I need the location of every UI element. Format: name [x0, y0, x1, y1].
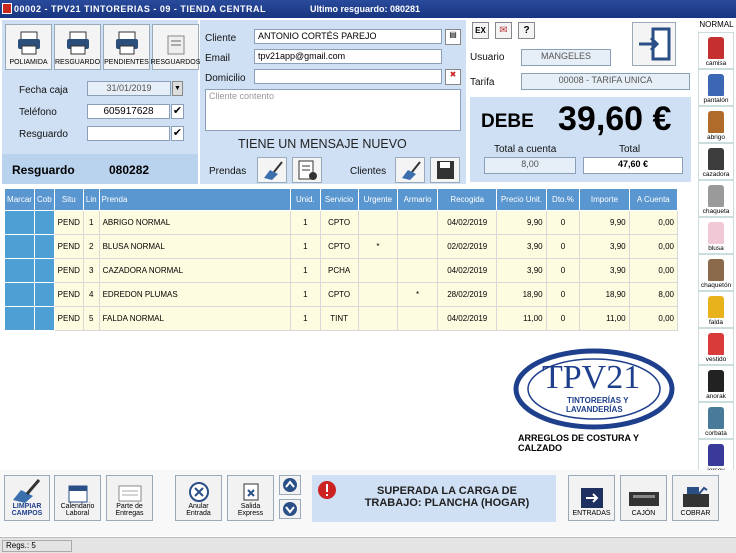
domicilio-field[interactable]: [254, 69, 442, 84]
resguardos-label: RESGUARDOS: [150, 59, 201, 66]
printer-icon: [16, 30, 42, 56]
table-cell: [398, 259, 438, 283]
usuario-field: MANGELES: [521, 49, 611, 66]
logo-sub2: LAVANDERÍAS: [566, 405, 623, 414]
col-urgente[interactable]: Urgente: [358, 189, 398, 211]
garment-2[interactable]: [698, 106, 734, 143]
parte-label: Parte de Entregas: [115, 503, 144, 517]
table-cell: 0: [546, 235, 580, 259]
brand-logo: [512, 347, 677, 453]
entry-icon: [579, 486, 605, 510]
table-cell: 1: [290, 211, 320, 235]
table-cell: 0,00: [629, 235, 677, 259]
sidebar-title: NORMAL: [699, 20, 734, 29]
garment-icon: [708, 259, 724, 281]
table-cell: PEND: [54, 283, 83, 307]
table-cell: TINT: [320, 307, 358, 331]
contact-card-icon[interactable]: ▤: [445, 29, 461, 45]
cuenta-label: Total a cuenta: [494, 144, 557, 155]
col-recogida[interactable]: Recogida: [437, 189, 497, 211]
telefono-field[interactable]: 605917628: [87, 104, 170, 119]
items-table: [4, 188, 678, 331]
exit-button[interactable]: [632, 22, 676, 66]
garment-icon: [708, 370, 724, 392]
debe-label: DEBE: [481, 111, 534, 132]
col-armario[interactable]: Armario: [398, 189, 438, 211]
table-cell: 9,90: [580, 211, 629, 235]
mensaje-text[interactable]: TIENE UN MENSAJE NUEVO: [238, 137, 407, 151]
help-icon[interactable]: ?: [518, 22, 535, 39]
table-cell: ABRIGO NORMAL: [99, 211, 290, 235]
cash-register-icon: [679, 484, 713, 510]
chevron-down-icon[interactable]: ▼: [172, 81, 183, 96]
email-label: Email: [205, 53, 231, 64]
table-row[interactable]: [5, 307, 678, 331]
email-field[interactable]: tpv21app@gmail.com: [254, 49, 442, 64]
items-table-wrap: [4, 188, 678, 331]
table-cell: PCHA: [320, 259, 358, 283]
garment-9[interactable]: [698, 365, 734, 402]
calendario-label: Calendario Laboral: [60, 503, 95, 517]
table-cell: 1: [83, 211, 99, 235]
col-servicio[interactable]: Servicio: [320, 189, 358, 211]
exit-door-icon: [633, 23, 675, 65]
limpiar-label: LIMPIAR CAMPOS: [11, 503, 43, 517]
clientes-label: Clientes: [350, 166, 387, 177]
salida-label: Salida Express: [237, 503, 264, 517]
tarifa-field: 00008 - TARIFA UNICA: [521, 73, 690, 90]
col-lin[interactable]: Lin: [83, 189, 99, 211]
table-cell: 18,90: [497, 283, 546, 307]
col-dto[interactable]: Dto.%: [546, 189, 580, 211]
table-cell: 11,00: [497, 307, 546, 331]
resguardo-box: [2, 154, 198, 184]
table-cell: 3: [83, 259, 99, 283]
garment-1[interactable]: [698, 69, 734, 106]
table-cell: 5: [83, 307, 99, 331]
col-acuenta[interactable]: A Cuenta: [629, 189, 677, 211]
table-cell: [398, 307, 438, 331]
entradas-label: ENTRADAS: [572, 510, 611, 517]
scroll-up-button[interactable]: [279, 475, 301, 495]
col-importe[interactable]: Importe: [580, 189, 629, 211]
garment-label: abrigo: [706, 134, 726, 141]
table-cell: [398, 235, 438, 259]
logo-tagline: ARREGLOS DE COSTURA Y CALZADO: [518, 433, 639, 453]
table-cell: CAZADORA NORMAL: [99, 259, 290, 283]
table-cell[interactable]: [5, 283, 35, 307]
scroll-down-button[interactable]: [279, 499, 301, 519]
table-cell: PEND: [54, 235, 83, 259]
garment-label: camisa: [705, 60, 727, 67]
col-marcar[interactable]: Marcar: [5, 189, 35, 211]
table-cell: 1: [290, 259, 320, 283]
table-cell: *: [358, 235, 398, 259]
list-icon: [293, 158, 321, 182]
table-cell[interactable]: [5, 235, 35, 259]
cajon-label: CAJÓN: [631, 510, 656, 517]
table-cell: 04/02/2019: [437, 307, 497, 331]
logo-brand: TPV21: [542, 359, 641, 396]
garment-8[interactable]: [698, 328, 734, 365]
table-cell: [34, 283, 54, 307]
calendar-icon: [67, 483, 89, 503]
arrow-up-icon: [280, 476, 300, 494]
debe-panel: [470, 97, 691, 182]
anular-label: Anular Entrada: [186, 503, 211, 517]
telefono-check[interactable]: ✔: [172, 105, 183, 117]
resguardos-button[interactable]: [152, 24, 199, 70]
printer-icon: [65, 30, 91, 56]
table-cell[interactable]: [5, 259, 35, 283]
report-icon: [117, 483, 143, 503]
resguardo-number: 080282: [109, 163, 150, 177]
prendas-label: Prendas: [209, 166, 247, 177]
table-cell: CPTO: [320, 235, 358, 259]
table-row[interactable]: [5, 235, 678, 259]
cliente-label: Cliente: [205, 33, 237, 44]
col-unid[interactable]: Unid.: [290, 189, 320, 211]
garment-3[interactable]: [698, 143, 734, 180]
garment-icon: [708, 148, 724, 170]
garment-icon: [708, 185, 724, 207]
table-cell: [34, 211, 54, 235]
table-cell: 3,90: [497, 259, 546, 283]
table-cell: [34, 307, 54, 331]
table-cell: [358, 259, 398, 283]
col-situ[interactable]: Situ: [54, 189, 83, 211]
garment-10[interactable]: [698, 402, 734, 439]
cajon-button[interactable]: [620, 475, 667, 521]
table-cell: [398, 211, 438, 235]
broom-button[interactable]: [257, 157, 287, 183]
garment-label: cazadora: [702, 171, 730, 178]
table-cell: FALDA NORMAL: [99, 307, 290, 331]
poliamida-button[interactable]: [5, 24, 52, 70]
cuenta-field: 8,00: [484, 157, 576, 174]
garment-icon: [708, 444, 724, 466]
arrow-down-icon: [280, 500, 300, 518]
garment-4[interactable]: [698, 180, 734, 217]
fecha-label: Fecha caja: [19, 85, 68, 96]
garment-label: corbata: [705, 430, 727, 437]
cliente-field[interactable]: ANTONIO CORTÉS PAREJO: [254, 29, 442, 44]
table-cell: 04/02/2019: [437, 211, 497, 235]
broom-icon: [9, 476, 45, 503]
map-icon[interactable]: ✖: [445, 69, 461, 85]
entradas-button[interactable]: [568, 475, 615, 521]
anular-button[interactable]: [175, 475, 222, 521]
table-cell: PEND: [54, 211, 83, 235]
garment-label: chaquetón: [700, 282, 732, 289]
garment-icon: [708, 74, 724, 96]
table-cell: 18,90: [580, 283, 629, 307]
table-row[interactable]: [5, 283, 678, 307]
table-cell: [34, 259, 54, 283]
limpiar-button[interactable]: [4, 475, 50, 521]
calendario-button[interactable]: [54, 475, 101, 521]
total-label: Total: [619, 144, 641, 155]
cancel-icon: [188, 481, 210, 503]
save-button[interactable]: [430, 157, 460, 183]
title-bar: [0, 0, 736, 18]
alert-text: SUPERADA LA CARGA DE TRABAJO: PLANCHA (HOGAR): [364, 485, 530, 509]
salida-button[interactable]: [227, 475, 274, 521]
app-title: 00002 - TPV21 TINTORERIAS - 09 - TIENDA CENTRAL: [14, 4, 267, 14]
garment-icon: [708, 37, 724, 59]
last-receipt: Ultimo resguardo: 080281: [310, 4, 421, 14]
table-cell: 9,90: [497, 211, 546, 235]
table-cell: 0: [546, 259, 580, 283]
table-cell: 3,90: [497, 235, 546, 259]
table-cell: 0,00: [629, 307, 677, 331]
garment-label: blusa: [708, 245, 724, 252]
broom-icon: [396, 158, 424, 182]
garment-label: falda: [708, 319, 724, 326]
garment-label: pantalón: [703, 97, 729, 104]
table-body: [5, 211, 678, 331]
table-cell: 1: [290, 283, 320, 307]
alert-icon: [317, 480, 337, 500]
table-cell: CPTO: [320, 283, 358, 307]
table-cell: 3,90: [580, 259, 629, 283]
table-cell: [34, 235, 54, 259]
table-cell: 0: [546, 211, 580, 235]
cobrar-button[interactable]: [672, 475, 719, 521]
col-precio[interactable]: Precio Unit.: [497, 189, 546, 211]
cobrar-label: COBRAR: [680, 510, 711, 517]
usuario-label: Usuario: [470, 52, 505, 63]
domicilio-label: Domicilio: [205, 73, 246, 84]
status-bar: [0, 537, 736, 553]
printer-icon: [114, 30, 140, 56]
table-cell: 1: [290, 307, 320, 331]
table-cell: PEND: [54, 259, 83, 283]
table-cell: [358, 211, 398, 235]
col-prenda[interactable]: Prenda: [99, 189, 290, 211]
table-row[interactable]: [5, 259, 678, 283]
garment-label: anorak: [706, 393, 726, 400]
garment-sidebar: [697, 18, 736, 513]
table-cell: 0,00: [629, 259, 677, 283]
table-cell: EDREDON PLUMAS: [99, 283, 290, 307]
pendientes-label: PENDIENTES: [104, 59, 149, 66]
poliamida-label: POLIAMIDA: [9, 59, 48, 66]
record-count: Regs.: 5: [2, 540, 72, 552]
express-exit-icon: [240, 481, 262, 503]
comment-field[interactable]: Cliente contento: [205, 89, 461, 131]
table-cell: CPTO: [320, 211, 358, 235]
table-cell: 0: [546, 307, 580, 331]
table-cell: 4: [83, 283, 99, 307]
resguardo-check[interactable]: ✔: [172, 127, 183, 139]
clientes-clear-button[interactable]: [395, 157, 425, 183]
table-cell: 2: [83, 235, 99, 259]
resguardo-label: RESGUARDO: [54, 59, 101, 66]
table-cell: 0: [546, 283, 580, 307]
table-cell: 8,00: [629, 283, 677, 307]
cash-drawer-icon: [627, 486, 661, 510]
toolbar: [5, 24, 199, 70]
alert-banner: [312, 475, 556, 522]
garment-icon: [708, 333, 724, 355]
garment-icon: [708, 222, 724, 244]
garment-icon: [708, 296, 724, 318]
resguardo-field[interactable]: [87, 126, 170, 141]
table-header-row: [5, 189, 678, 211]
garment-6[interactable]: [698, 254, 734, 291]
resguardo-label: Resguardo: [19, 129, 68, 140]
document-icon: [165, 34, 187, 56]
table-row[interactable]: [5, 211, 678, 235]
garment-0[interactable]: [698, 32, 734, 69]
garment-5[interactable]: [698, 217, 734, 254]
total-field: 47,60 €: [583, 157, 683, 174]
table-cell: 3,90: [580, 235, 629, 259]
broom-icon: [258, 158, 286, 182]
table-cell: BLUSA NORMAL: [99, 235, 290, 259]
garment-icon: [708, 407, 724, 429]
parte-button[interactable]: [106, 475, 153, 521]
tarifa-label: Tarifa: [470, 77, 495, 88]
table-cell: 02/02/2019: [437, 235, 497, 259]
table-cell: 11,00: [580, 307, 629, 331]
mail-icon[interactable]: ✉: [495, 22, 512, 39]
table-cell: 0,00: [629, 211, 677, 235]
garment-7[interactable]: [698, 291, 734, 328]
telefono-label: Teléfono: [19, 107, 57, 118]
excel-button[interactable]: EX: [472, 22, 489, 39]
table-cell: 1: [290, 235, 320, 259]
fecha-field[interactable]: 31/01/2019: [87, 81, 171, 96]
garment-label: vestido: [705, 356, 727, 363]
list-add-button[interactable]: [292, 157, 322, 183]
debe-amount: 39,60 €: [558, 100, 672, 138]
garment-icon: [708, 111, 724, 133]
table-cell[interactable]: [5, 211, 35, 235]
table-cell[interactable]: [5, 307, 35, 331]
garment-label: chaqueta: [702, 208, 730, 215]
floppy-icon: [431, 158, 459, 182]
logo-sub1: TINTORERÍAS Y: [567, 396, 629, 405]
table-cell: PEND: [54, 307, 83, 331]
app-logo-icon: [2, 3, 12, 14]
table-cell: [358, 307, 398, 331]
table-cell: 04/02/2019: [437, 259, 497, 283]
table-cell: *: [398, 283, 438, 307]
resguardo-button[interactable]: [54, 24, 101, 70]
pendientes-button[interactable]: [103, 24, 150, 70]
resguardo-title: Resguardo: [12, 163, 75, 177]
table-cell: [358, 283, 398, 307]
col-cob[interactable]: Cob: [34, 189, 54, 211]
table-cell: 28/02/2019: [437, 283, 497, 307]
